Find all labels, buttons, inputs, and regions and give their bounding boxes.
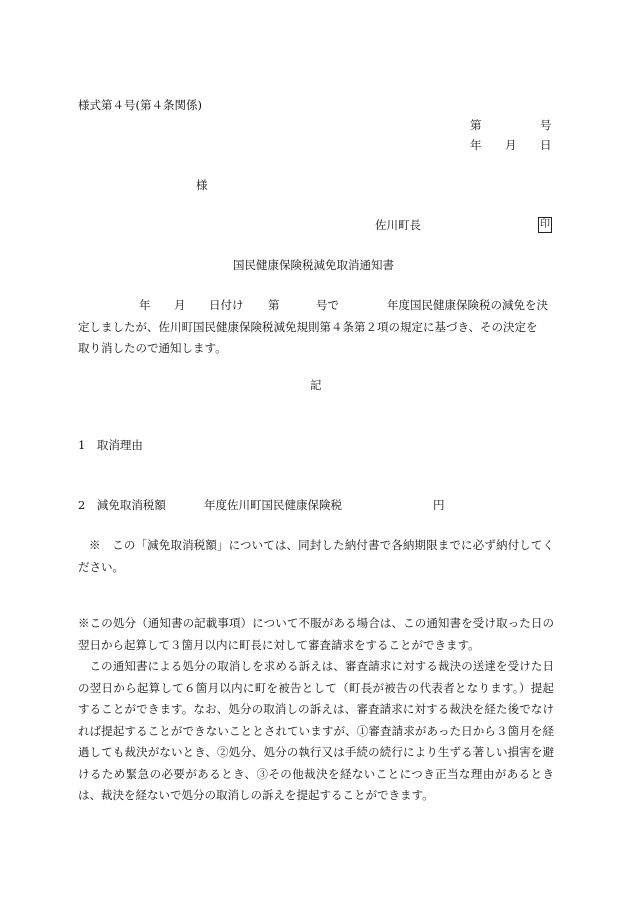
addressee-suffix: 様 xyxy=(196,178,208,192)
body-dated: 日付け xyxy=(209,298,244,312)
date-day: 日 xyxy=(540,138,552,152)
payment-note: ※ この「減免取消税額」については、同封した納付書で各納期限までに必ず納付してください。 xyxy=(78,538,554,574)
issuer: 佐川町長 xyxy=(375,218,421,232)
doc-number-dai: 第 xyxy=(470,118,482,132)
seal-mark: 印 xyxy=(538,217,552,233)
item-cancel-reason: 1 取消理由 xyxy=(78,438,143,452)
item-cancel-amount-label: 2 減免取消税額 xyxy=(78,498,166,512)
doc-number-go: 号 xyxy=(540,118,552,132)
date-month: 月 xyxy=(505,138,517,152)
item-cancel-amount-yen: 円 xyxy=(433,498,445,512)
body-month: 月 xyxy=(174,298,186,312)
date-year: 年 xyxy=(470,138,482,152)
body-dai: 第 xyxy=(268,298,280,312)
appeal-paragraph-1: ※この処分（通知書の記載事項）について不服がある場合は、この通知書を受け取った日の翌日から起算して３箇月以内に町長に対して審査請求をすることができます。 xyxy=(78,616,554,652)
item-cancel-amount-tax: 年度佐川町国民健康保険税 xyxy=(204,498,342,512)
document-title: 国民健康保険税減免取消通知書 xyxy=(233,258,394,272)
body-fiscal-text: 年度国民健康保険税の減免を決 xyxy=(387,298,548,312)
body-line-3: 取り消したので通知します。 xyxy=(78,341,227,355)
form-number: 様式第４号(第４条関係) xyxy=(78,98,202,112)
body-gode: 号で xyxy=(316,298,339,312)
ki-heading: 記 xyxy=(310,378,322,392)
appeal-paragraph-2: この通知書による処分の取消しを求める訴えは、審査請求に対する裁決の送達を受けた日の翌日から起算して６箇月以内に町を被告として（町長が被告の代表者となります。）提起することができます。なお、処分の取消しの訴えは、審査請求に対する裁決を経た後でなければ提起することができないこととされていますが、①審査請求があった日から３箇月を経過しても裁決がないとき、②処分、処分の執行又は手続の続行により生ずる著しい損害を避けるため緊急の必要があるとき、③その他裁決を経ないことにつき正当な理由があるときは、裁決を経ないで処分の取消しの訴えを提起することができます。 xyxy=(78,659,554,802)
body-year: 年 xyxy=(139,298,151,312)
body-line-2: 定しましたが、佐川町国民健康保険税減免規則第４条第２項の規定に基づき、その決定を xyxy=(78,320,538,334)
